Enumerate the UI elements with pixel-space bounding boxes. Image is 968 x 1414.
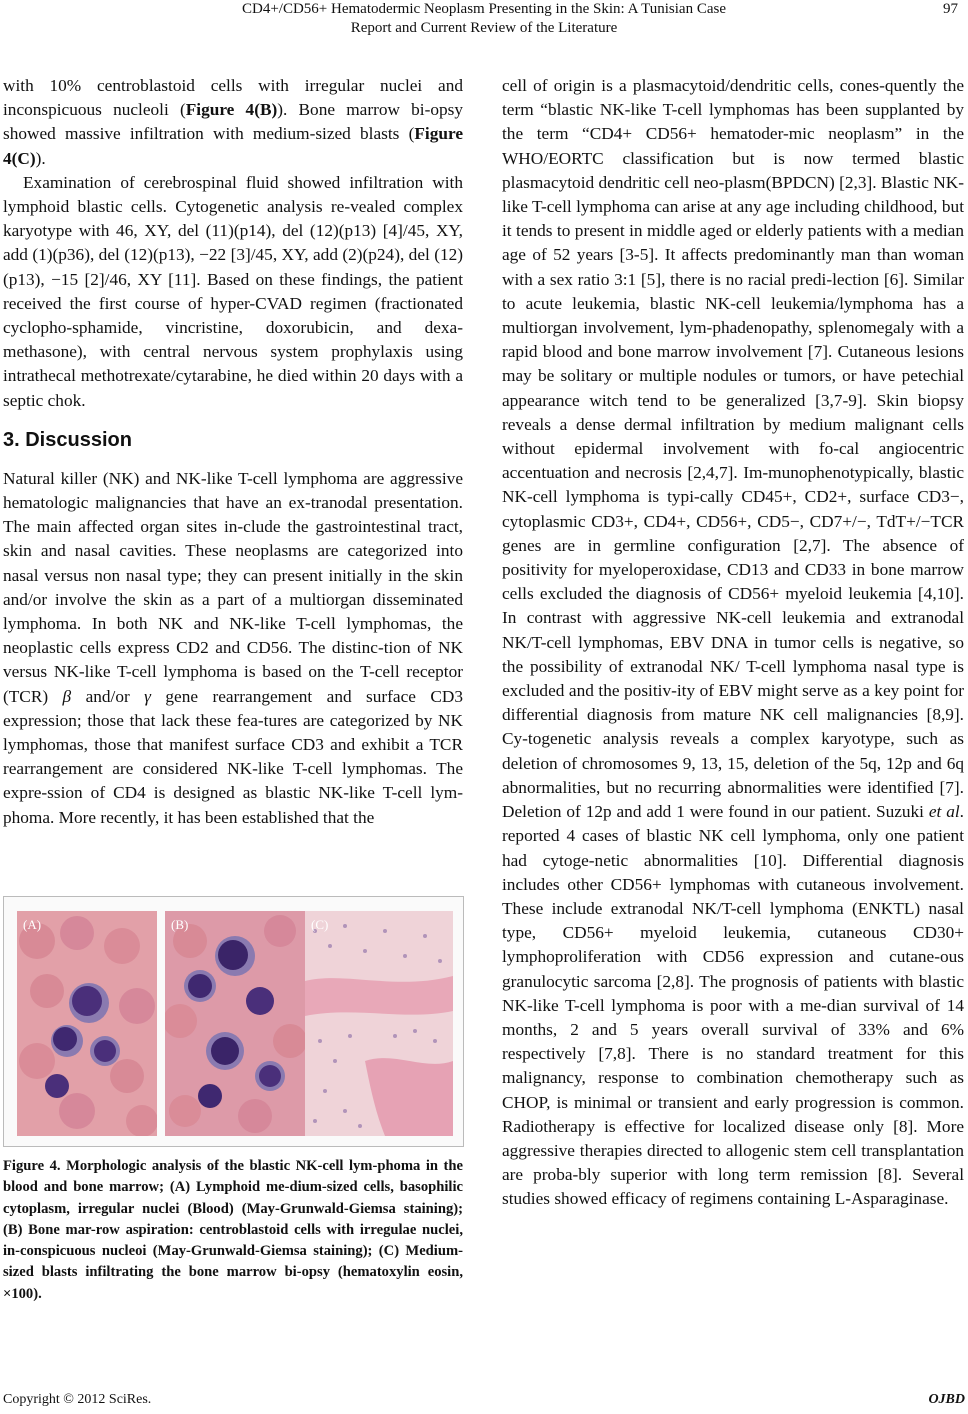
figure-panel-a bbox=[17, 911, 157, 1136]
text-run: ). Bone marrow bi-opsy showed massive infiltration with medium-sized blasts ( bbox=[3, 100, 463, 144]
left-column bbox=[3, 74, 463, 830]
paragraph-bone-marrow bbox=[3, 74, 463, 171]
paragraph-cell-origin bbox=[502, 74, 964, 1212]
page-header bbox=[0, 0, 968, 40]
paragraph-discussion bbox=[3, 467, 463, 830]
text-run: ). bbox=[35, 148, 46, 168]
figure-panel-c bbox=[305, 911, 453, 1136]
figure-4 bbox=[3, 896, 464, 1147]
text-run: gene rearrangement and surface CD3 expression; those that lack these fea-tures are categorized by NK lymphomas, those that manifest surface CD3 and exhibit a TCR rearrangement are considered NK-like T-cell lymphomas. The expre-ssion of CD4 is designed as blastic NK-like T-cell lym-phoma. More recently, it has been established that the bbox=[3, 686, 463, 827]
running-title-line2: Report and Current Review of the Literature bbox=[350, 20, 618, 36]
blood-smear-image bbox=[17, 911, 157, 1136]
greek-gamma: γ bbox=[144, 686, 151, 706]
text-run: and/or bbox=[71, 686, 145, 706]
paragraph-csf: Examination of cerebrospinal fluid showed infiltration with lymphoid blastic cells. Cytogenetic analysis re-vealed complex karyotype with 46, XY, del (11)(p14), del (12)(p13) [4]/45, XY, add (1)(p36), del (12)(p13), −22 [3]/45, XY, add (2)(p24), del (12)(p13), −15 [2]/46, XY [11]. Based on these findings, the patient received the first course of hyper-CVAD regimen (fractionated cyclopho-sphamide, vincristine, doxorubicin, and dexa-methasone), with central nervous system prophylaxis using intrathecal methotrexate/cytarabine, he died within 20 days with a septic chok. bbox=[3, 172, 463, 410]
figure-caption: Figure 4. Morphologic analysis of the blastic NK-cell lym-phoma in the blood and bone marrow; (A) Lymphoid me-dium-sized cells, basophilic cytoplasm, irregular nuclei (Blood) (May-Grunwald-Giemsa staining); (B) Bone mar-row aspiration: centroblastoid cells with irregulae nuclei, in-conspicuous nucleoi (May-Grunwald-Giemsa staining); (C) Medium-sized blasts infiltrating the bone marrow bi-opsy (hematoxylin eosin, ×100). bbox=[3, 1158, 463, 1302]
bone-marrow-aspirate-image bbox=[165, 911, 305, 1136]
section-heading-discussion: 3. Discussion bbox=[3, 428, 132, 451]
text-run: Natural killer (NK) and NK-like T-cell lymphoma are aggressive hematologic malignancies that have an ex-tranodal presentation. The main affected organ sites in-clude the gastrointestinal tract, skin and nasal cavities. These neoplasms are categorized into nasal versus non nasal type; they can present initially in the skin and/or involve the skin as a part of a multiorgan disseminated lymphoma. In both NK and NK-like T-cell lymphomas, the neoplastic cells express CD2 and CD56. The distinc-tion of NK versus NK-like T-cell lymphoma is based on the T-cell receptor (TCR) bbox=[3, 468, 463, 706]
journal-abbreviation: OJBD bbox=[928, 1392, 965, 1407]
text-run: with 10% centroblastoid cells with irregular nuclei and inconspicuous nucleoli ( bbox=[3, 76, 463, 120]
right-column bbox=[502, 74, 964, 1212]
copyright-notice: Copyright © 2012 SciRes. bbox=[3, 1392, 152, 1407]
greek-beta: β bbox=[62, 686, 72, 706]
bone-marrow-biopsy-image bbox=[305, 911, 453, 1136]
figure-panel-b bbox=[165, 911, 305, 1136]
text-run: cell of origin is a plasmacytoid/dendritic cells, cones-quently the term “blastic NK-like T-cell lymphomas has been supplanted by the term “CD4+ CD56+ hematoder-mic neoplasm” in the WHO/EORTC classification but is now termed blastic plasmacytoid dendritic cell neo-plasm(BPDCN) [2,3]. Blastic NK-like T-cell lymphoma can arise at any age including childhood, but it tends to present in middle aged or elderly patients with a median age of 52 years [3-5]. It affects predominantly man than woman with a sex ratio 3:1 [5], there is no racial predi-lection [6]. Similar to acute leukemia, blastic NK-cell leukemia/lymphoma has a multiorgan involvement, lym-phadenopathy, splenomegaly with a rapid blood and bone marrow involvement [7]. Cutaneous lesions may be solitary or multiple nodules or tumors, or have petechial appearance witch tend to be generalized [3,7-9]. Skin biopsy reveals a dense dermal infiltration by medium malignant cells without epidermal involvement with fo-cal angiocentric accentuation and necrosis [2,4,7]. Im-munophenotypically, blastic NK-cell lymphoma is typi-cally CD45+, CD2+, surface CD3−, cytoplasmic CD3+, CD4+, CD56+, CD5−, CD7+/−, TdT+/−TCR genes are in germline configuration [2,7]. The absence of positivity for myeloperoxidase, CD13 and CD33 in bone marrow cells excluded the diagnosis of CD56+ myeloid leukemia [4,10]. In contrast with aggressive NK-cell leukemia and extranodal NK/T-cell lymphomas, EBV DNA in tumor cells is negative, so the possibility of extranodal NK/ T-cell lymphoma nasal type is excluded and the positiv-ity of EBV might serve as a key point for differential diagnosis from mature NK cell malignancies [8,9]. Cy-togenetic analysis reveals a complex karyotype, such as deletion of chromosomes 9, 13, 15, deletion of the 5q, 12p and 6q abnormalities, but no recurring abnormalities were identified [7]. Deletion of 12p and add 1 were found in our patient. Suzuki bbox=[502, 76, 964, 822]
panel-label-a: (A) bbox=[23, 917, 42, 932]
running-title-line1: CD4+/CD56+ Hematodermic Neoplasm Presenting in the Skin: A Tunisian Case bbox=[242, 1, 726, 17]
figure-ref-4b: Figure 4(B) bbox=[185, 100, 278, 120]
italic-et-al: et al bbox=[928, 802, 960, 822]
text-run: . reported 4 cases of blastic NK cell lymphoma, only one patient had cytoge-netic abnormalities [10]. Differential diagnosis includes other CD56+ lymphomas with cutaneous involvement. These include extranodal NK/T-cell lymphoma (ENKTL) nasal type, CD56+ myeloid leukemia, cutaneous CD30+ lymphoproliferation with CD56 expression and cutane-ous granulocytic sarcoma [2,8]. The prognosis of patients with blastic NK-like T-cell lymphoma is poor with a me-dian survival of 14 months, 2 and 5 years overall survival of 33% and 6% respectively [7,8]. There is no standard treatment for this malignancy, response to combination chemotherapy such as CHOP, is minimal or transient and early progression is common. Radiotherapy is effective for localized disease only [8]. More aggressive therapies directed to allogenic stem cell transplantation are proba-bly superior with long term remission [8]. Several studies showed efficacy of regimens containing L-Asparaginase. bbox=[502, 802, 964, 1209]
page-number: 97 bbox=[943, 1, 958, 17]
panel-label-b: (B) bbox=[171, 917, 189, 932]
figure-ref-4c: Figure 4(C) bbox=[3, 124, 463, 168]
panel-label-c: (C) bbox=[311, 917, 329, 932]
